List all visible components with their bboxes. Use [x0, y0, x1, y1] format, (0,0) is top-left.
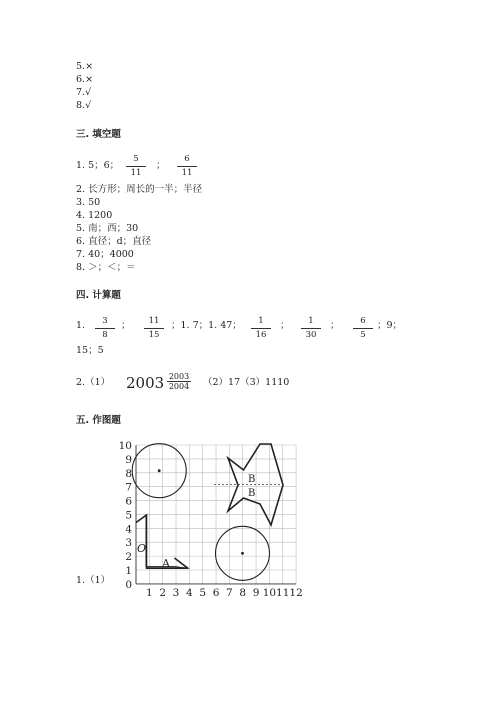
judge-item-5: 5.× [76, 61, 94, 72]
circle-center-dot [158, 469, 161, 472]
circle-center-dot [241, 552, 244, 555]
calc-q2-mixed-number-whole: 2003 [126, 374, 165, 392]
calc-q1-prefix: 1. [76, 320, 86, 331]
y-tick-label: 5 [125, 509, 132, 522]
calc-q1-middle: ；1. 7；1. 47； [171, 320, 242, 331]
x-tick-label: 5 [199, 586, 207, 598]
label-b-lower: B [248, 488, 256, 499]
drawing-q1-label: 1.（1） [76, 575, 111, 586]
fraction-numerator: 11 [144, 316, 164, 329]
calc-q2-mixed-number-fraction [167, 372, 191, 391]
calc-q1-fraction-2 [144, 316, 164, 341]
x-tick-label: 8 [239, 586, 247, 598]
y-tick-label: 7 [125, 481, 132, 494]
grid-lines [136, 445, 296, 584]
fill-q1-fraction-1 [126, 154, 146, 179]
label-b-upper: B [248, 474, 256, 485]
fraction-numerator: 5 [126, 154, 146, 167]
calc-q1-fraction-1 [95, 316, 115, 341]
label-o: O [137, 542, 147, 555]
section-title-fill-blanks: 三. 填空题 [76, 129, 121, 140]
x-tick-label: 11 [276, 586, 290, 598]
fraction-numerator: 1 [251, 316, 271, 329]
calc-q1-fraction-4 [301, 316, 321, 341]
x-tick-label: 2 [159, 586, 167, 598]
calc-q1-fraction-5 [353, 316, 373, 341]
fraction-numerator: 3 [95, 316, 115, 329]
y-tick-label: 3 [125, 537, 132, 550]
fill-q1-separator: ； [156, 160, 166, 171]
y-tick-label: 2 [125, 551, 132, 564]
fraction-denominator: 16 [255, 330, 267, 340]
fraction-numerator: 2003 [168, 372, 190, 381]
fraction-denominator: 5 [360, 330, 366, 340]
fraction-denominator: 30 [305, 330, 317, 340]
fill-q4: 4. 1200 [76, 210, 113, 221]
fill-q1-prefix: 1. 5；6； [76, 160, 120, 171]
fraction-denominator: 11 [130, 168, 142, 178]
x-tick-label: 4 [186, 586, 193, 598]
section-title-drawing: 五. 作图题 [76, 415, 121, 426]
coordinate-grid-figure [110, 438, 310, 598]
calc-q1-fraction-3 [251, 316, 271, 341]
fraction-numerator: 6 [177, 154, 197, 167]
fraction-denominator: 15 [148, 330, 160, 340]
y-tick-label: 0 [125, 578, 132, 591]
fill-q1-fraction-2 [177, 154, 197, 179]
fill-q8: 8. ＞；＜；＝ [76, 262, 136, 273]
y-tick-label: 10 [118, 440, 132, 452]
x-tick-label: 7 [226, 586, 233, 598]
y-tick-label: 9 [125, 453, 132, 466]
judge-item-7: 7.√ [76, 87, 92, 98]
fraction-numerator: 6 [353, 316, 373, 329]
judge-item-8: 8.√ [76, 100, 92, 111]
fraction-denominator: 2004 [168, 382, 190, 391]
y-tick-label: 6 [125, 495, 132, 508]
judge-item-6: 6.× [76, 74, 94, 85]
calc-q1-separator: ； [121, 320, 131, 331]
y-tick-label: 4 [125, 523, 132, 536]
fill-q7: 7. 40；4000 [76, 249, 134, 260]
calc-q1-separator: ； [280, 320, 290, 331]
y-tick-label: 1 [125, 565, 132, 578]
fraction-denominator: 11 [181, 168, 193, 178]
y-tick-label: 8 [125, 467, 132, 480]
calc-q2-prefix: 2.（1） [76, 377, 111, 388]
fill-q2: 2. 长方形；周长的一半；半径 [76, 184, 203, 195]
x-tick-label: 10 [262, 586, 277, 598]
fill-q3: 3. 50 [76, 197, 101, 208]
calc-q2-rest: （2）17（3）1110 [203, 377, 290, 388]
fraction-denominator: 8 [102, 330, 108, 340]
calc-q1-line2: 15；5 [76, 345, 104, 356]
label-a: A [162, 557, 170, 570]
x-tick-label: 3 [172, 586, 180, 598]
calc-q1-separator: ； [330, 320, 340, 331]
fill-q5: 5. 南；西；30 [76, 223, 139, 234]
fill-q6: 6. 直径；d；直径 [76, 236, 152, 247]
x-tick-label: 12 [289, 586, 303, 598]
calc-q1-end: ；9； [377, 320, 403, 331]
x-tick-label: 9 [252, 586, 260, 598]
fraction-numerator: 1 [301, 316, 321, 329]
x-tick-label: 1 [145, 586, 153, 598]
x-tick-label: 6 [212, 586, 220, 598]
section-title-calculation: 四. 计算题 [76, 290, 121, 301]
